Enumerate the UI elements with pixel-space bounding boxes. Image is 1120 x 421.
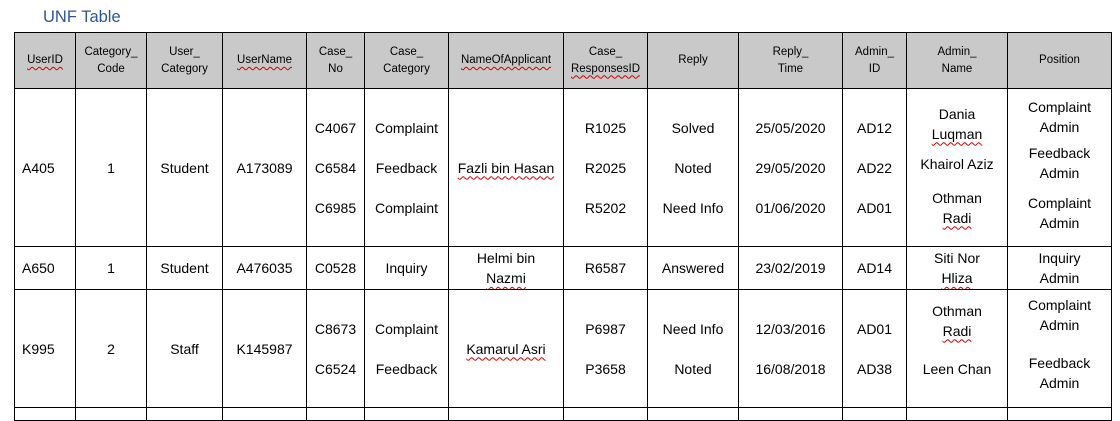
header-category-code: Category_ Code <box>76 33 147 89</box>
cell-applicant: Helmi bin Nazmi <box>449 247 564 290</box>
header-userid: UserID <box>15 33 76 89</box>
table-row-partial <box>15 408 1112 421</box>
header-name-of-applicant: NameOfApplicant <box>449 33 564 89</box>
header-admin-name: Admin_ Name <box>907 33 1008 89</box>
cell-response-id: R1025 R2025 R5202 <box>564 89 648 247</box>
header-admin-id: Admin_ ID <box>843 33 907 89</box>
cell-user-category: Staff <box>147 290 223 408</box>
header-reply: Reply <box>648 33 739 89</box>
header-case-responses-id: Case_ ResponsesID <box>564 33 648 89</box>
header-row <box>15 33 1112 89</box>
cell-admin-name: Siti Nor Hliza <box>907 247 1008 290</box>
table-row <box>15 247 1112 290</box>
cell-category-code: 1 <box>76 89 147 247</box>
header-reply-time: Reply_ Time <box>739 33 843 89</box>
cell-case-category: Complaint Feedback Complaint <box>365 89 449 247</box>
cell-case-category: Complaint Feedback <box>365 290 449 408</box>
document-title: UNF Table <box>43 8 121 26</box>
cell-case-category: Inquiry <box>365 247 449 290</box>
cell-reply: Answered <box>648 247 739 290</box>
header-case-category: Case_ Category <box>365 33 449 89</box>
cell-admin-id: AD01 AD38 <box>843 290 907 408</box>
header-case-no: Case_ No <box>307 33 365 89</box>
cell-category-code: 1 <box>76 247 147 290</box>
cell-user-category: Student <box>147 89 223 247</box>
cell-admin-id: AD14 <box>843 247 907 290</box>
cell-position: Complaint Admin Feedback Admin <box>1008 290 1112 408</box>
cell-position: Complaint Admin Feedback Admin Complaint Admin <box>1008 89 1112 247</box>
cell-admin-name: Othman Radi Leen Chan <box>907 290 1008 408</box>
table-row <box>15 89 1112 247</box>
cell-user-category: Student <box>147 247 223 290</box>
cell-position: Inquiry Admin <box>1008 247 1112 290</box>
header-position: Position <box>1008 33 1112 89</box>
table-row <box>15 290 1112 408</box>
cell-response-id: R6587 <box>564 247 648 290</box>
cell-case-no: C0528 <box>307 247 365 290</box>
cell-category-code: 2 <box>76 290 147 408</box>
unf-table <box>14 32 1112 421</box>
cell-username: A173089 <box>223 89 307 247</box>
cell-username: A476035 <box>223 247 307 290</box>
cell-userid: A650 <box>15 247 76 290</box>
cell-userid: K995 <box>15 290 76 408</box>
cell-applicant: Kamarul Asri <box>449 290 564 408</box>
cell-userid: A405 <box>15 89 76 247</box>
cell-response-id: P6987 P3658 <box>564 290 648 408</box>
cell-case-no: C4067 C6584 C6985 <box>307 89 365 247</box>
header-username: UserName <box>223 33 307 89</box>
cell-reply-time: 12/03/2016 16/08/2018 <box>739 290 843 408</box>
cell-reply: Need Info Noted <box>648 290 739 408</box>
cell-reply-time: 23/02/2019 <box>739 247 843 290</box>
header-user-category: User_ Category <box>147 33 223 89</box>
cell-admin-id: AD12 AD22 AD01 <box>843 89 907 247</box>
cell-applicant: Fazli bin Hasan <box>449 89 564 247</box>
cell-username: K145987 <box>223 290 307 408</box>
cell-admin-name: Dania Luqman Khairol Aziz Othman Radi <box>907 89 1008 247</box>
cell-reply-time: 25/05/2020 29/05/2020 01/06/2020 <box>739 89 843 247</box>
cell-reply: Solved Noted Need Info <box>648 89 739 247</box>
cell-case-no: C8673 C6524 <box>307 290 365 408</box>
